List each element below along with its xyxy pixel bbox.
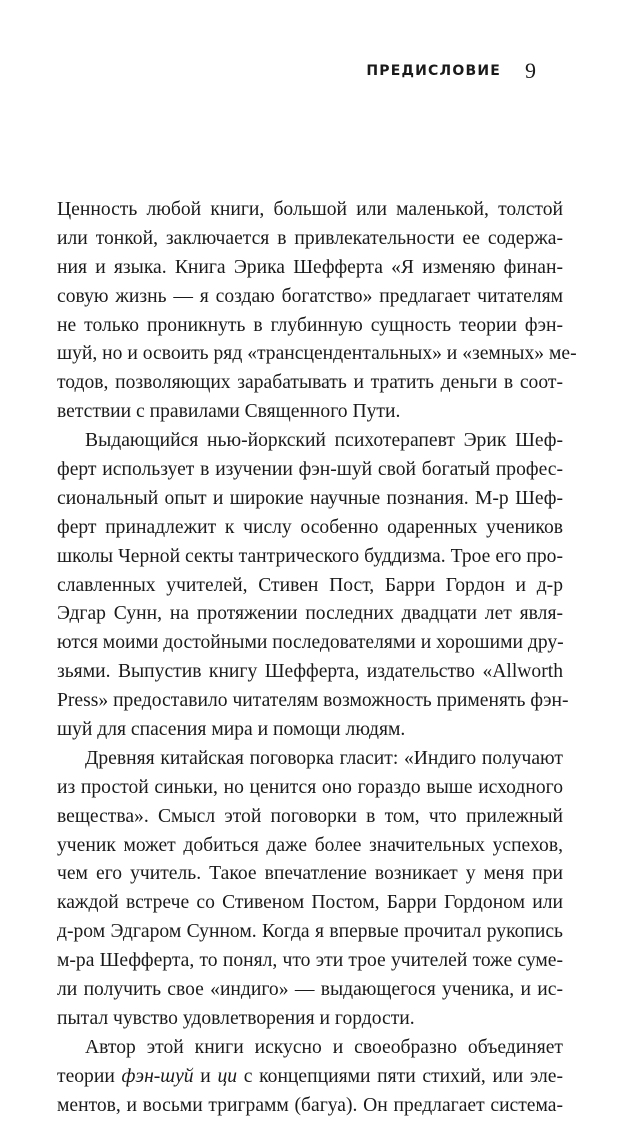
text-line: ветствии с правилами Священного Пути. bbox=[57, 401, 401, 423]
text-line: ученик может добиться даже более значительных успехов, bbox=[57, 834, 563, 856]
text-line: пытал чувство удовлетворения и гордости. bbox=[57, 1007, 415, 1029]
text-line: Древняя китайская поговорка гласит: «Индиго получают bbox=[85, 747, 563, 769]
page-number: 9 bbox=[525, 58, 536, 83]
text-line: каждой встрече со Стивеном Постом, Барри Гордоном или bbox=[57, 892, 563, 914]
italic-term-qi: ци bbox=[217, 1065, 238, 1087]
text-line: ли получить свое «индиго» — выдающегося ученика, и ис- bbox=[57, 979, 563, 1001]
text-line: не только проникнуть в глубинную сущность теории фэн- bbox=[57, 314, 563, 336]
text-line: Ценность любой книги, большой или маленькой, толстой bbox=[57, 199, 563, 220]
paragraph-4 bbox=[57, 1034, 563, 1121]
text-line: или тонкой, заключается в привлекательности ее содержа- bbox=[57, 227, 563, 249]
text-line: славленных учителей, Стивен Пост, Барри Гордон и д-р bbox=[57, 574, 563, 596]
italic-term-feng-shui: фэн-шуй bbox=[121, 1065, 194, 1087]
text-line: зьями. Выпустив книгу Шефферта, издательство «Allworth bbox=[57, 661, 563, 683]
text-fragment: теории bbox=[57, 1065, 122, 1087]
text-line: совую жизнь — я создаю богатство» предлагает читателям bbox=[57, 285, 563, 307]
running-head bbox=[0, 58, 631, 88]
text-line: ния и языка. Книга Эрика Шефферта «Я изменяю финан- bbox=[57, 256, 563, 278]
text-line: из простой синьки, но ценится оно гораздо выше исходного bbox=[57, 776, 563, 798]
text-fragment: с концепциями пяти стихий, или эле- bbox=[237, 1065, 563, 1087]
text-line: Автор этой книги искусно и своеобразно объединяет bbox=[85, 1036, 563, 1058]
text-line: ферт принадлежит к числу особенно одаренных учеников bbox=[57, 516, 563, 538]
text-fragment: и bbox=[193, 1065, 218, 1087]
text-line: ются моими достойными последователями и хорошими дру- bbox=[57, 632, 564, 654]
text-line: школы Черной секты тантрического буддизма. Трое его про- bbox=[57, 545, 563, 567]
paragraph-2 bbox=[57, 427, 569, 745]
text-line: вещества». Смысл этой поговорки в том, что прилежный bbox=[57, 805, 563, 827]
text-line: шуй, но и освоить ряд «трансцендентальных» и «земных» ме- bbox=[57, 343, 577, 365]
text-line: д-ром Эдгаром Сунном. Когда я впервые прочитал рукопись bbox=[57, 921, 563, 943]
chapter-title: ПРЕДИСЛОВИЕ bbox=[366, 63, 501, 79]
text-line: чем его учитель. Такое впечатление возникает у меня при bbox=[57, 863, 563, 885]
text-line: Выдающийся нью-йоркский психотерапевт Эрик Шеф- bbox=[85, 430, 563, 452]
paragraph-3 bbox=[57, 745, 563, 1034]
text-line: шуй для спасения мира и помощи людям. bbox=[57, 719, 406, 741]
text-line: ферт использует в изучении фэн-шуй свой богатый профес- bbox=[57, 459, 563, 481]
text-line bbox=[57, 1063, 563, 1092]
text-line: сиональный опыт и широкие научные познания. М-р Шеф- bbox=[57, 487, 563, 509]
text-line: ментов, и восьми триграмм (багуа). Он предлагает система- bbox=[57, 1094, 563, 1116]
text-line: Эдгар Сунн, на протяжении последних двадцати лет явля- bbox=[57, 603, 563, 625]
text-line: Press» предоставило читателям возможность применять фэн- bbox=[57, 690, 569, 712]
text-line: м-ра Шефферта, то понял, что эти трое учителей тоже суме- bbox=[57, 950, 563, 972]
body-text bbox=[57, 196, 577, 1121]
text-line: тодов, позволяющих зарабатывать и тратить деньги в соот- bbox=[57, 372, 563, 394]
paragraph-1 bbox=[57, 196, 577, 427]
